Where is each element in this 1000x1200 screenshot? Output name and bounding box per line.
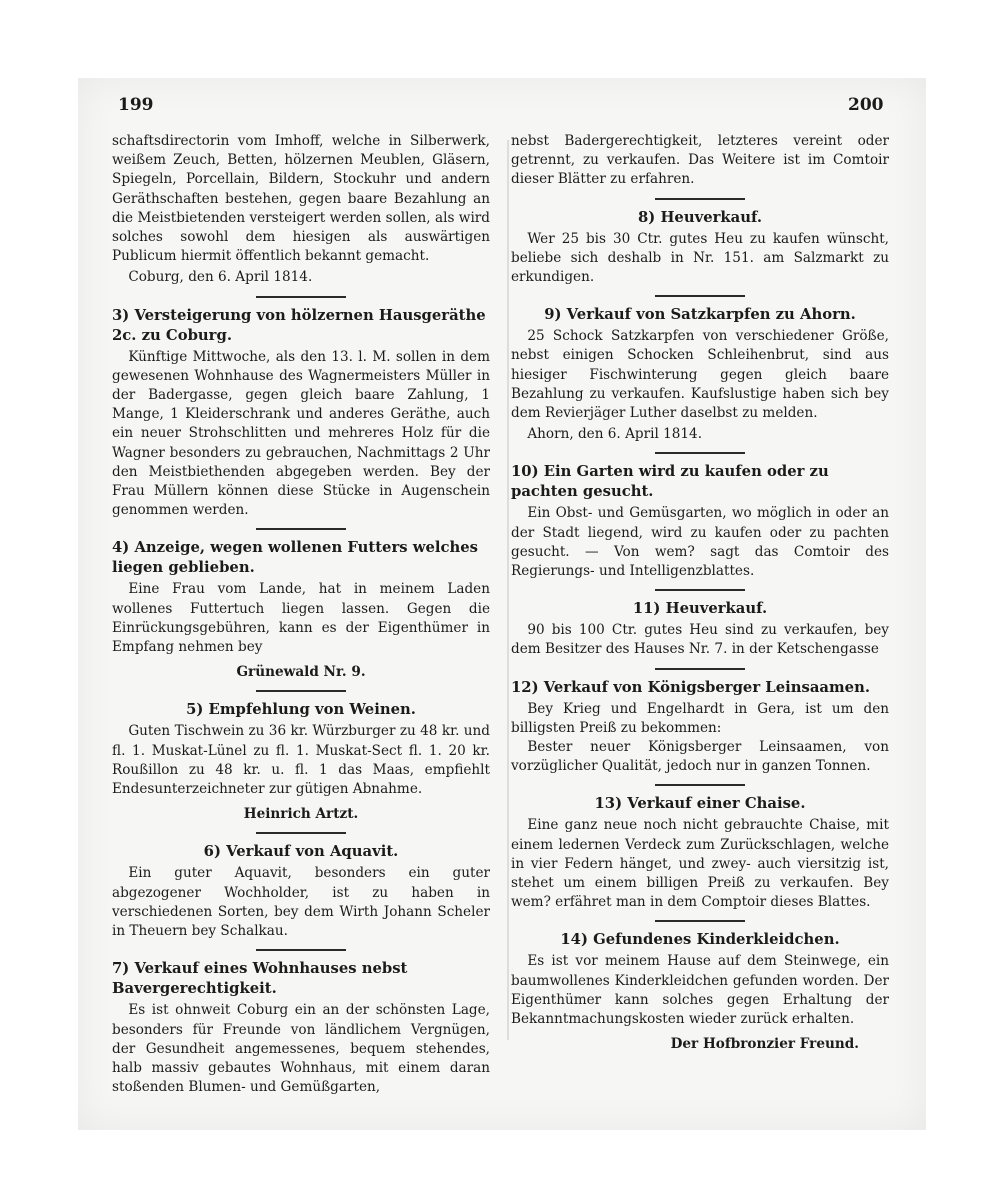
- section-14-text: Es ist vor meinem Hause auf dem Steinwege, ein baumwollenes Kinderkleidchen gefunden worden. Der Eigenthümer kann solches gegen Erhaltung der Bekanntmachungskosten wieder zurück erhalten.: [511, 953, 889, 1028]
- section-10-heading: 10) Ein Garten wird zu kaufen oder zu pachten gesucht.: [511, 463, 829, 501]
- section-divider: [655, 668, 745, 670]
- section-10-text: Ein Obst- und Gemüsgarten, wo möglich in oder an der Stadt liegend, wird zu kaufen oder zu pachten gesucht. — Von wem? sagt das Comtoir des Regierungs- und Intelligenzblattes.: [511, 505, 889, 580]
- column-gutter: [507, 140, 509, 1040]
- section-9-heading: 9) Verkauf von Satzkarpfen zu Ahorn.: [544, 306, 856, 324]
- section-divider: [655, 452, 745, 454]
- section-5-text: Guten Tischwein zu 36 kr. Würzburger zu 48 kr. und fl. 1. Muskat-Lünel zu fl. 1. Muskat-Sect fl. 1. 20 kr. Roußillon zu 48 kr. u. fl. 1 das Maas, empfiehlt Endesunterzeichneter zur gütigen Abnahme.: [112, 723, 490, 798]
- section-11-heading: 11) Heuverkauf.: [632, 600, 768, 618]
- section-divider: [655, 920, 745, 922]
- section-4-heading: 4) Anzeige, wegen wollenen Futters welches liegen geblieben.: [112, 539, 479, 577]
- left-column: [112, 132, 490, 1097]
- section-4-signature: Grünewald Nr. 9.: [236, 664, 366, 681]
- section-6-heading: 6) Verkauf von Aquavit.: [203, 843, 399, 861]
- right-column: [511, 132, 889, 1057]
- section-12-text-2: Bester neuer Königsberger Leinsaamen, von vorzüglicher Qualität, jedoch nur in ganzen Tonnen.: [511, 739, 889, 775]
- section-7-continued-text: nebst Badergerechtigkeit, letzteres vereint oder getrennt, zu verkaufen. Das Weitere ist im Comtoir dieser Blätter zu erfahren.: [511, 133, 889, 188]
- section-divider: [256, 528, 346, 530]
- section-12-text: Bey Krieg und Engelhardt in Gera, ist um den billigsten Preiß zu bekommen:: [511, 700, 889, 736]
- section-7-heading: 7) Verkauf eines Wohnhauses nebst Bavergerechtigkeit.: [112, 960, 408, 998]
- section-9-text: 25 Schock Satzkarpfen von verschiedener Größe, nebst einigen Schocken Schleihenbrut, sind aus hiesiger Fischwinterung gegen gleich baare Bezahlung zu verkaufen. Kaufslustige haben sich bey dem Revierjäger Luther daselbst zu melden.: [511, 328, 889, 422]
- section-divider: [256, 296, 346, 298]
- section-9-date: Ahorn, den 6. April 1814.: [527, 426, 703, 443]
- section-13-text: Eine ganz neue noch nicht gebrauchte Chaise, mit einem ledernen Verdeck zum Zurückschlagen, welche in vier Federn hänget, und zwey- auch viersitzig ist, stehet um einem billigen Preiß zu verkaufen. Bey wem? erfähret man in dem Comptoir dieses Blattes.: [511, 817, 889, 911]
- section-divider: [256, 832, 346, 834]
- section-4-text: Eine Frau vom Lande, hat in meinem Laden wollenes Futtertuch liegen lassen. Gegen die Einrückungsgebühren, kann es der Eigenthümer in Empfang nehmen bey: [112, 581, 490, 656]
- section-divider: [655, 198, 745, 200]
- continued-notice-text: schaftsdirectorin vom Imhoff, welche in Silberwerk, weißem Zeuch, Betten, hölzernen Meublen, Gläsern, Spiegeln, Porcellain, Bildern, Stockuhr und andern Geräthschaften bestehen, gegen baare Bezahlung an die Meistbietenden versteigert werden sollen, als wird solches sowohl dem hiesigen als auswärtigen Publicum hiermit öffentlich bekannt gemacht.: [112, 133, 490, 265]
- section-12-heading: 12) Verkauf von Königsberger Leinsaamen.: [511, 678, 870, 696]
- section-5-signature: Heinrich Artzt.: [243, 806, 359, 823]
- section-6-text: Ein guter Aquavit, besonders ein guter abgezogener Wochholder, ist zu haben in verschiedenen Sorten, bey dem Wirth Johann Scheler in Theuern bey Schalkau.: [112, 865, 490, 940]
- section-13-heading: 13) Verkauf einer Chaise.: [594, 795, 806, 813]
- section-5-heading: 5) Empfehlung von Weinen.: [186, 701, 416, 719]
- section-11-text: 90 bis 100 Ctr. gutes Heu sind zu verkaufen, bey dem Besitzer des Hauses Nr. 7. in der Ketschengasse: [511, 622, 889, 658]
- page-number-right: 200: [848, 95, 884, 115]
- section-3-text: Künftige Mittwoche, als den 13. l. M. sollen in dem gewesenen Wohnhause des Wagnermeisters Müller in der Badergasse, gegen gleich baare Zahlung, 1 Mange, 1 Kleiderschrank und anderes Geräthe, auch ein neuer Strohschlitten und mehreres Holz für die Wagner besonders zu gebrauchen, Nachmittags 2 Uhr den Meistbiethenden abgegeben werden. Bey der Frau Müllern können diese Stücke in Augenschein genommen werden.: [112, 348, 490, 519]
- section-8-text: Wer 25 bis 30 Ctr. gutes Heu zu kaufen wünscht, beliebe sich deshalb in Nr. 151. am Salzmarkt zu erkundigen.: [511, 230, 889, 286]
- section-8-heading: 8) Heuverkauf.: [638, 208, 762, 226]
- section-divider: [256, 690, 346, 692]
- section-14-heading: 14) Gefundenes Kinderkleidchen.: [560, 931, 840, 949]
- section-7-text: Es ist ohnweit Coburg ein an der schönsten Lage, besonders für Freunde von ländlichem Vergnügen, der Gesundheit angemessenes, bequem stehendes, halb massiv gebautes Wohnhaus, mit einem daran stoßenden Blumen- und Gemüßgarten,: [112, 1002, 490, 1096]
- section-3-heading: 3) Versteigerung von hölzernen Hausgeräthe 2c. zu Coburg.: [112, 306, 486, 344]
- section-divider: [655, 784, 745, 786]
- page-number-left: 199: [118, 95, 154, 115]
- continued-notice-date: Coburg, den 6. April 1814.: [128, 269, 313, 286]
- section-divider: [256, 949, 346, 951]
- section-14-signature: Der Hofbronzier Freund.: [670, 1036, 859, 1053]
- section-divider: [655, 295, 745, 297]
- section-divider: [655, 589, 745, 591]
